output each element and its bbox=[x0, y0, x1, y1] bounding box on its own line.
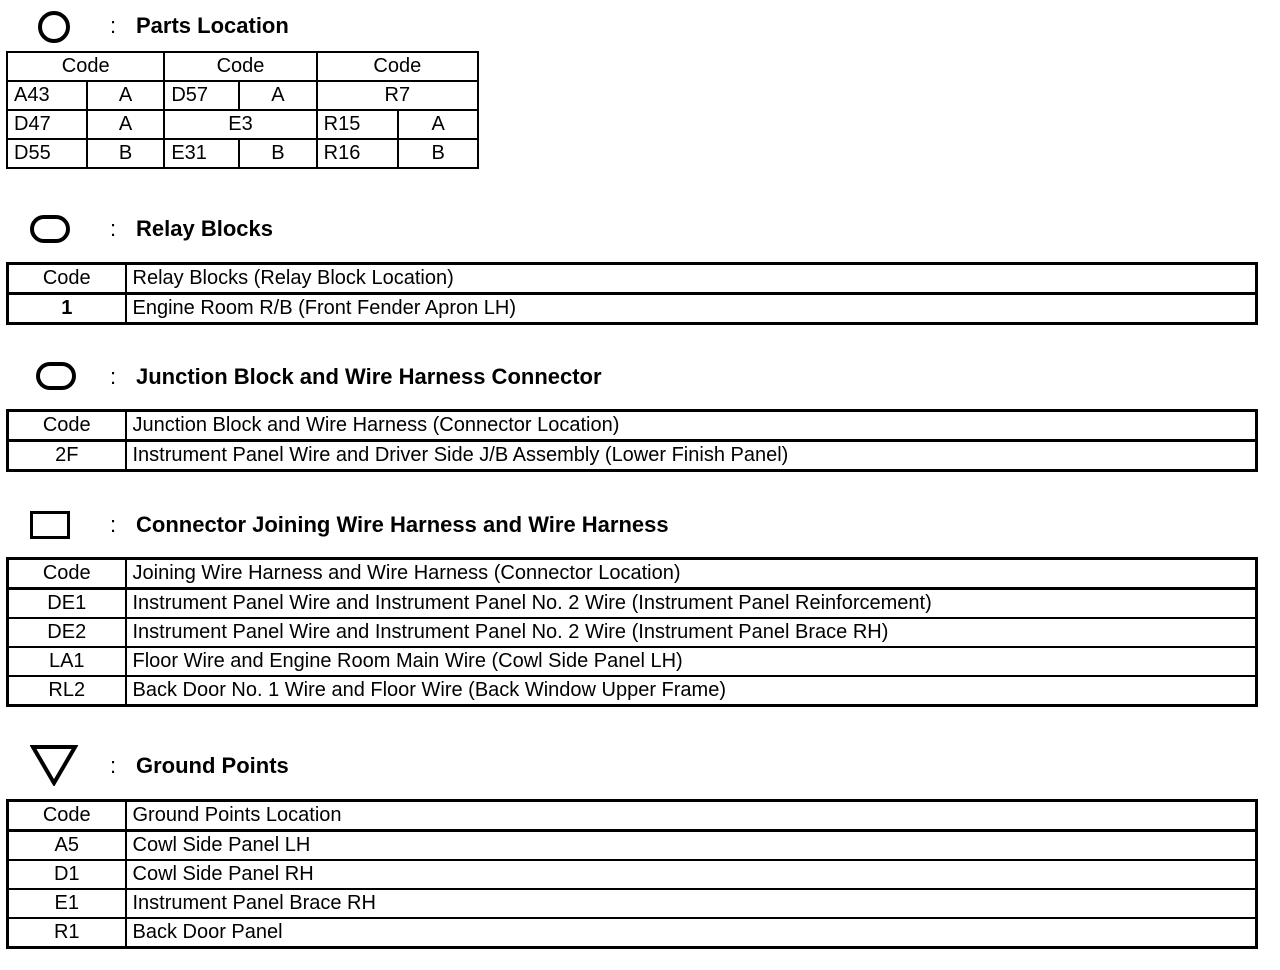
code-cell: R15 bbox=[317, 110, 399, 139]
code-cell: DE1 bbox=[8, 589, 126, 619]
table-row bbox=[7, 52, 478, 81]
description-cell: Instrument Panel Brace RH bbox=[126, 889, 1257, 918]
circle-symbol-icon bbox=[38, 11, 70, 43]
table-row bbox=[8, 264, 1257, 294]
suffix-cell: B bbox=[398, 139, 478, 168]
suffix-cell: B bbox=[239, 139, 317, 168]
table-row bbox=[8, 559, 1257, 589]
description-cell: Engine Room R/B (Front Fender Apron LH) bbox=[126, 294, 1257, 324]
ground-points-colon: : bbox=[110, 753, 117, 778]
code-cell: D57 bbox=[164, 81, 239, 110]
header-code: Code bbox=[8, 264, 126, 294]
description-cell: Back Door No. 1 Wire and Floor Wire (Back Window Upper Frame) bbox=[126, 676, 1257, 706]
code-cell: D1 bbox=[8, 860, 126, 889]
code-cell: D55 bbox=[7, 139, 87, 168]
triangle-symbol-icon bbox=[30, 744, 78, 786]
ground-points-title: Ground Points bbox=[136, 753, 289, 778]
table-row bbox=[8, 676, 1257, 706]
header-description: Ground Points Location bbox=[126, 801, 1257, 831]
code-cell: E31 bbox=[164, 139, 239, 168]
code-cell: R7 bbox=[317, 81, 478, 110]
connector-joining-title: Connector Joining Wire Harness and Wire Harness bbox=[136, 512, 669, 537]
header-description: Junction Block and Wire Harness (Connector Location) bbox=[126, 411, 1257, 441]
connector-joining-colon: : bbox=[110, 512, 117, 537]
code-cell: A5 bbox=[8, 831, 126, 861]
header-description: Relay Blocks (Relay Block Location) bbox=[126, 264, 1257, 294]
description-cell: Floor Wire and Engine Room Main Wire (Cowl Side Panel LH) bbox=[126, 647, 1257, 676]
code-cell: R1 bbox=[8, 918, 126, 948]
table-row bbox=[8, 294, 1257, 324]
code-cell: A43 bbox=[7, 81, 87, 110]
description-cell: Back Door Panel bbox=[126, 918, 1257, 948]
parts-location-table bbox=[6, 51, 479, 169]
code-cell: DE2 bbox=[8, 618, 126, 647]
suffix-cell: A bbox=[87, 110, 165, 139]
table-row bbox=[8, 889, 1257, 918]
description-cell: Instrument Panel Wire and Instrument Panel No. 2 Wire (Instrument Panel Reinforcement) bbox=[126, 589, 1257, 619]
rectangle-symbol-icon bbox=[30, 511, 70, 539]
table-row bbox=[8, 618, 1257, 647]
header-code: Code bbox=[8, 801, 126, 831]
oval-symbol-icon bbox=[36, 362, 76, 390]
rounded-rectangle-symbol-icon bbox=[30, 215, 70, 243]
connector-joining-table bbox=[6, 557, 1258, 707]
code-cell: LA1 bbox=[8, 647, 126, 676]
table-row bbox=[7, 110, 478, 139]
table-row bbox=[8, 801, 1257, 831]
table-row bbox=[8, 589, 1257, 619]
suffix-cell: A bbox=[239, 81, 317, 110]
code-cell: D47 bbox=[7, 110, 87, 139]
header-code-3: Code bbox=[317, 52, 478, 81]
table-row bbox=[8, 831, 1257, 861]
table-row bbox=[7, 81, 478, 110]
suffix-cell: A bbox=[87, 81, 165, 110]
description-cell: Cowl Side Panel RH bbox=[126, 860, 1257, 889]
table-row bbox=[8, 918, 1257, 948]
junction-block-title: Junction Block and Wire Harness Connector bbox=[136, 364, 602, 389]
code-cell: RL2 bbox=[8, 676, 126, 706]
description-cell: Cowl Side Panel LH bbox=[126, 831, 1257, 861]
header-code-2: Code bbox=[164, 52, 316, 81]
relay-blocks-colon: : bbox=[110, 216, 117, 241]
table-row bbox=[8, 441, 1257, 471]
ground-points-table bbox=[6, 799, 1258, 949]
description-cell: Instrument Panel Wire and Instrument Panel No. 2 Wire (Instrument Panel Brace RH) bbox=[126, 618, 1257, 647]
suffix-cell: A bbox=[398, 110, 478, 139]
table-row bbox=[8, 647, 1257, 676]
header-code: Code bbox=[8, 411, 126, 441]
table-row bbox=[8, 860, 1257, 889]
header-code: Code bbox=[8, 559, 126, 589]
junction-block-table bbox=[6, 409, 1258, 472]
suffix-cell: B bbox=[87, 139, 165, 168]
table-row bbox=[8, 411, 1257, 441]
parts-location-title: Parts Location bbox=[136, 13, 289, 38]
parts-location-colon: : bbox=[110, 13, 117, 38]
code-cell: R16 bbox=[317, 139, 399, 168]
code-cell: 2F bbox=[8, 441, 126, 471]
relay-blocks-title: Relay Blocks bbox=[136, 216, 273, 241]
junction-block-colon: : bbox=[110, 364, 117, 389]
table-row bbox=[7, 139, 478, 168]
code-cell: 1 bbox=[8, 294, 126, 324]
code-cell: E3 bbox=[164, 110, 316, 139]
code-cell: E1 bbox=[8, 889, 126, 918]
header-code-1: Code bbox=[7, 52, 164, 81]
description-cell: Instrument Panel Wire and Driver Side J/B Assembly (Lower Finish Panel) bbox=[126, 441, 1257, 471]
header-description: Joining Wire Harness and Wire Harness (Connector Location) bbox=[126, 559, 1257, 589]
relay-blocks-table bbox=[6, 262, 1258, 325]
